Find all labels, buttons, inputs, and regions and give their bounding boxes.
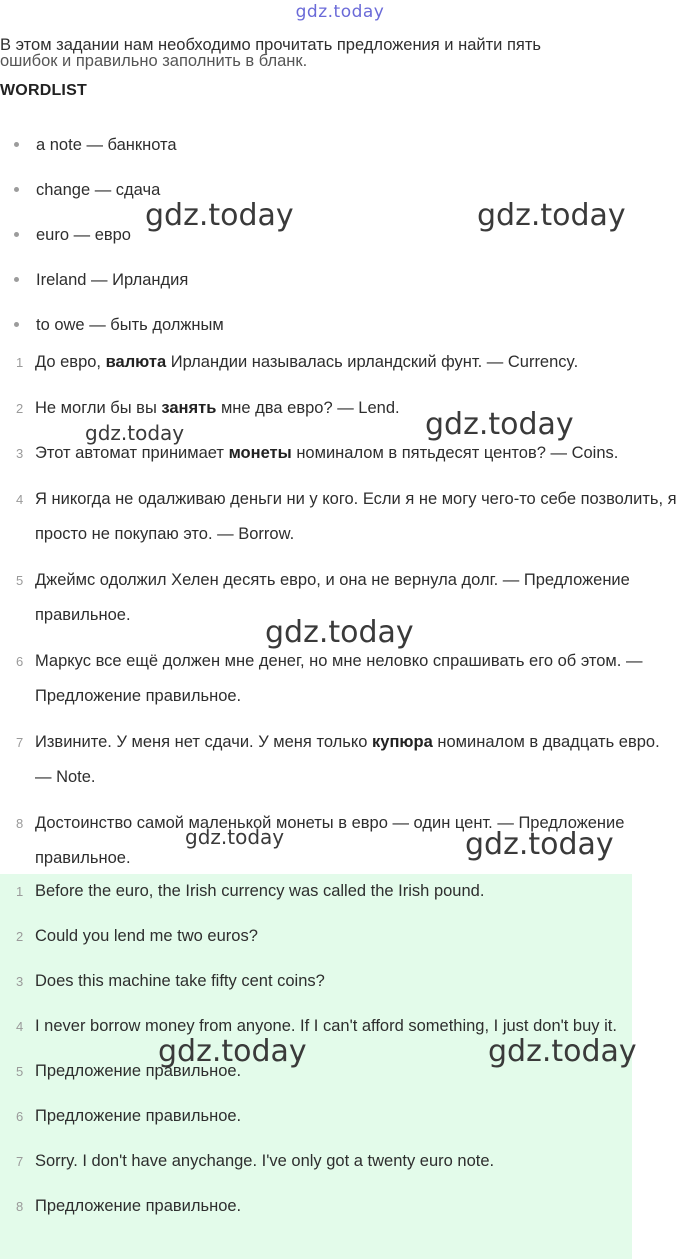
watermark: gdz.today <box>265 615 414 650</box>
watermark: gdz.today <box>185 825 285 849</box>
answer-item: 4 I never borrow money from anyone. If I can't afford something, I just don't buy it. <box>16 1017 617 1035</box>
answer-item: 7 Sorry. I don't have anychange. I've only got a twenty euro note. <box>16 1152 495 1170</box>
answer-item: 6 Предложение правильное. <box>16 1107 242 1125</box>
site-header-logo[interactable]: gdz.today <box>295 2 385 22</box>
wordlist <box>14 130 224 355</box>
list-item: 6 Маркус все ещё должен мне денег, но мне неловко спрашивать его об этом. — Предложение правильное. <box>16 651 643 705</box>
bullet-icon <box>14 232 19 237</box>
bullet-icon <box>14 277 19 282</box>
bullet-icon <box>14 322 19 327</box>
watermark: gdz.today <box>477 198 626 233</box>
answer-item: 1 Before the euro, the Irish currency was called the Irish pound. <box>16 882 485 900</box>
intro-cut-line: ошибок и правильно заполнить в бланк. <box>0 52 308 70</box>
list-item: 7 Извините. У меня нет сдачи. У меня только купюра номиналом в двадцать евро. — Note. <box>16 732 660 786</box>
list-item: 1 До евро, валюта Ирландии называлась ирландский фунт. — Currency. <box>16 353 579 371</box>
watermark: gdz.today <box>158 1034 307 1069</box>
wordlist-item: Ireland — Ирландия <box>14 265 224 310</box>
english-answers <box>0 874 632 1234</box>
watermark: gdz.today <box>425 407 574 442</box>
answer-item: 3 Does this machine take fifty cent coins? <box>16 972 325 990</box>
wordlist-item: euro — евро <box>14 220 224 265</box>
list-item: 4 Я никогда не одалживаю деньги ни у кого. Если я не могу чего-то себе позволить, я просто не покупаю это. — Borrow. <box>16 489 677 543</box>
intro-text: В этом задании нам необходимо прочитать предложения и найти пять <box>0 36 541 54</box>
russian-translations <box>0 345 680 887</box>
watermark: gdz.today <box>145 198 294 233</box>
watermark: gdz.today <box>488 1034 637 1069</box>
watermark: gdz.today <box>85 421 185 445</box>
list-item: 5 Джеймс одолжил Хелен десять евро, и она не вернула долг. — Предложение правильное. <box>16 570 630 624</box>
list-item: 3 Этот автомат принимает монеты номиналом в пятьдесят центов? — Coins. <box>16 444 619 462</box>
wordlist-item: to owe — быть должным <box>14 310 224 355</box>
answer-item: 2 Could you lend me two euros? <box>16 927 258 945</box>
list-item: 2 Не могли бы вы занять мне два евро? — Lend. <box>16 398 400 417</box>
wordlist-item: a note — банкнота <box>14 130 224 175</box>
wordlist-heading: WORDLIST <box>0 82 87 99</box>
watermark: gdz.today <box>465 827 614 862</box>
bullet-icon <box>14 187 19 192</box>
answer-item: 8 Предложение правильное. <box>16 1197 242 1215</box>
answer-item: 5 Предложение правильное. <box>16 1062 242 1080</box>
wordlist-item: change — сдача <box>14 175 224 220</box>
list-item: 8 Достоинство самой маленькой монеты в евро — один цент. — Предложение правильное. <box>16 813 625 867</box>
bullet-icon <box>14 142 19 147</box>
